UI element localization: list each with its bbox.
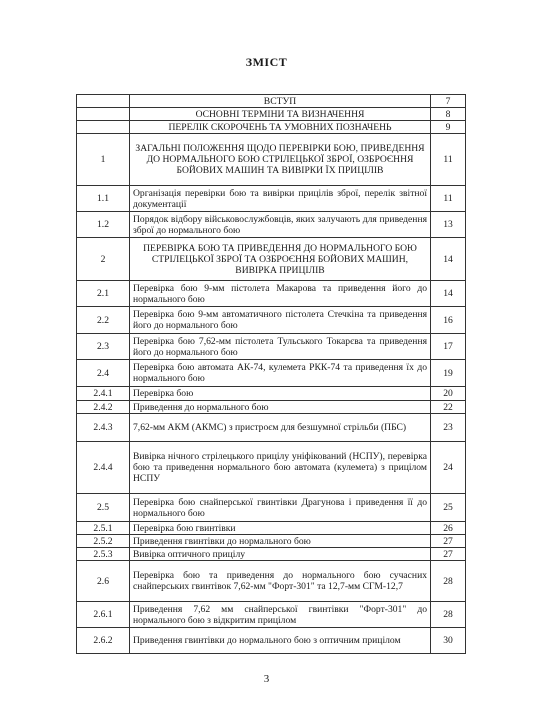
- toc-row: [77, 281, 466, 307]
- toc-row: [77, 121, 466, 134]
- toc-page-number: 7: [431, 95, 466, 108]
- toc-page-number: 11: [431, 186, 466, 212]
- toc-section-title: Приведення гвинтівки до нормального бою: [130, 535, 431, 548]
- toc-row: [77, 522, 466, 535]
- toc-row: [77, 238, 466, 281]
- toc-section-title: Перевірка бою снайперської гвинтівки Драгунова і приведення її до нормального бою: [130, 494, 431, 522]
- toc-section-number: 2.5.3: [77, 548, 130, 561]
- toc-page-number: 24: [431, 442, 466, 494]
- toc-section-title: Перевірка бою автомата АК-74, кулемета РКК-74 та приведення їх до нормального бою: [130, 360, 431, 387]
- toc-section-title: Перевірка бою та приведення до нормального бою сучасних снайперських гвинтівок 7,62-мм "Форт-301" та 12,7-мм СГМ-12,7: [130, 561, 431, 602]
- toc-section-title: Перевірка бою 9-мм автоматичного пістолета Стечкіна та приведення його до нормального бою: [130, 307, 431, 334]
- toc-section-number: 2.3: [77, 334, 130, 360]
- toc-section-title: Приведення 7,62 мм снайперської гвинтівки "Форт-301" до нормального бою з відкритим прицілом: [130, 602, 431, 628]
- toc-row: [77, 108, 466, 121]
- toc-section-title: Організація перевірки бою та вивірки прицілів зброї, перелік звітної документації: [130, 186, 431, 212]
- toc-table: [76, 94, 466, 654]
- toc-page-number: 9: [431, 121, 466, 134]
- toc-page-number: 25: [431, 494, 466, 522]
- toc-row: [77, 360, 466, 387]
- toc-section-number: 2.5.1: [77, 522, 130, 535]
- toc-page-number: 14: [431, 238, 466, 281]
- toc-body: [77, 95, 466, 654]
- toc-section-title: Приведення гвинтівки до нормального бою з оптичним прицілом: [130, 628, 431, 654]
- toc-row: [77, 535, 466, 548]
- toc-section-title: Перевірка бою 7,62-мм пістолета Тульського Токарєва та приведення його до нормального бою: [130, 334, 431, 360]
- toc-row: [77, 401, 466, 414]
- toc-section-number: [77, 121, 130, 134]
- toc-section-number: 2.1: [77, 281, 130, 307]
- toc-page-number: 30: [431, 628, 466, 654]
- toc-section-title: Перевірка бою гвинтівки: [130, 522, 431, 535]
- toc-row: [77, 212, 466, 238]
- toc-section-number: [77, 108, 130, 121]
- toc-row: [77, 387, 466, 401]
- toc-page-number: 27: [431, 535, 466, 548]
- toc-section-number: [77, 95, 130, 108]
- toc-section-number: 2.6: [77, 561, 130, 602]
- toc-row: [77, 134, 466, 186]
- toc-row: [77, 602, 466, 628]
- toc-section-title: ВСТУП: [130, 95, 431, 108]
- toc-row: [77, 414, 466, 442]
- toc-section-number: 2.4: [77, 360, 130, 387]
- toc-page-number: 13: [431, 212, 466, 238]
- toc-section-number: 1: [77, 134, 130, 186]
- toc-page-number: 23: [431, 414, 466, 442]
- toc-section-number: 2.4.3: [77, 414, 130, 442]
- toc-page-number: 14: [431, 281, 466, 307]
- toc-section-title: ЗАГАЛЬНІ ПОЛОЖЕННЯ ЩОДО ПЕРЕВІРКИ БОЮ, ПРИВЕДЕННЯ ДО НОРМАЛЬНОГО БОЮ СТРІЛЕЦЬКОЇ ЗБРОЇ, ОЗБРОЄННЯ БОЙОВИХ МАШИН ТА ВИВІРКИ ЇХ ПРИЦІЛІВ: [130, 134, 431, 186]
- toc-page-number: 20: [431, 387, 466, 401]
- toc-section-number: 2.4.2: [77, 401, 130, 414]
- toc-section-number: 2.5: [77, 494, 130, 522]
- toc-page-number: 16: [431, 307, 466, 334]
- toc-row: [77, 548, 466, 561]
- page-number: 3: [263, 673, 270, 685]
- toc-row: [77, 442, 466, 494]
- toc-section-number: 2.4.4: [77, 442, 130, 494]
- toc-section-number: 2.2: [77, 307, 130, 334]
- toc-page-number: 27: [431, 548, 466, 561]
- toc-page-number: 22: [431, 401, 466, 414]
- toc-row: [77, 628, 466, 654]
- toc-section-title: Приведення до нормального бою: [130, 401, 431, 414]
- toc-section-title: ПЕРЕВІРКА БОЮ ТА ПРИВЕДЕННЯ ДО НОРМАЛЬНОГО БОЮ СТРІЛЕЦЬКОЇ ЗБРОЇ ТА ОЗБРОЄННЯ БОЙОВИХ МАШИН, ВИВІРКА ПРИЦІЛІВ: [130, 238, 431, 281]
- toc-section-title: Вивірка нічного стрілецького прицілу уніфікований (НСПУ), перевірка бою та приведення нормального бою автомата (кулемета) з прицілом НСПУ: [130, 442, 431, 494]
- toc-section-number: 1.2: [77, 212, 130, 238]
- toc-page-number: 19: [431, 360, 466, 387]
- toc-page-number: 28: [431, 602, 466, 628]
- toc-row: [77, 95, 466, 108]
- toc-section-number: 2: [77, 238, 130, 281]
- toc-section-number: 2.6.1: [77, 602, 130, 628]
- toc-row: [77, 307, 466, 334]
- toc-row: [77, 561, 466, 602]
- toc-page-number: 28: [431, 561, 466, 602]
- toc-heading: ЗМІСТ: [245, 55, 288, 69]
- toc-row: [77, 186, 466, 212]
- toc-section-title: Вивірка оптичного прицілу: [130, 548, 431, 561]
- toc-section-title: Перевірка бою: [130, 387, 431, 401]
- toc-section-number: 2.6.2: [77, 628, 130, 654]
- toc-row: [77, 334, 466, 360]
- toc-page-number: 11: [431, 134, 466, 186]
- toc-section-title: Перевірка бою 9-мм пістолета Макарова та приведення його до нормального бою: [130, 281, 431, 307]
- toc-page-number: 8: [431, 108, 466, 121]
- toc-section-title: Порядок відбору військовослужбовців, яких залучають для приведення зброї до нормального бою: [130, 212, 431, 238]
- toc-section-title: 7,62-мм АКМ (АКМС) з пристроєм для безшумної стрільби (ПБС): [130, 414, 431, 442]
- toc-section-number: 1.1: [77, 186, 130, 212]
- toc-section-number: 2.4.1: [77, 387, 130, 401]
- toc-row: [77, 494, 466, 522]
- toc-page-number: 17: [431, 334, 466, 360]
- toc-section-number: 2.5.2: [77, 535, 130, 548]
- toc-section-title: ПЕРЕЛІК СКОРОЧЕНЬ ТА УМОВНИХ ПОЗНАЧЕНЬ: [130, 121, 431, 134]
- toc-page-number: 26: [431, 522, 466, 535]
- toc-section-title: ОСНОВНІ ТЕРМІНИ ТА ВИЗНАЧЕННЯ: [130, 108, 431, 121]
